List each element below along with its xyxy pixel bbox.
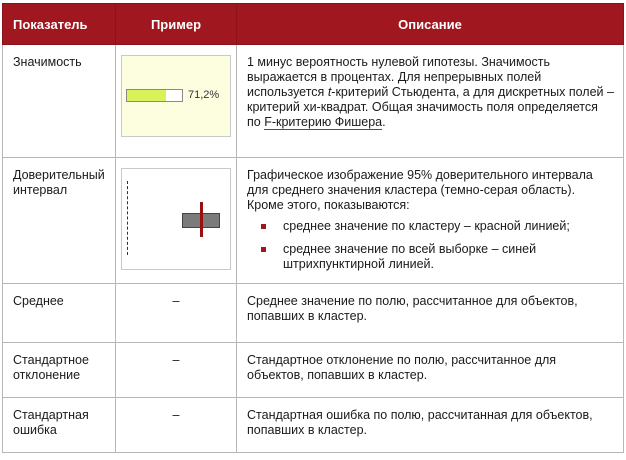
description-text: -критерий Стьюдента, а для дискретных полей – критерий хи-квадрат. Общая значимость поля определяется по <box>247 85 614 129</box>
f-test-link[interactable]: F-критерию Фишера <box>264 115 383 129</box>
significance-bar <box>126 89 183 102</box>
table-row-significance <box>3 45 624 158</box>
example-cell: – <box>116 284 237 343</box>
significance-example <box>121 55 231 137</box>
indicators-table <box>2 3 624 453</box>
description-cell: Стандартное отклонение по полю, рассчитанное для объектов, попавших в кластер. <box>237 343 624 398</box>
cluster-mean-red-line <box>200 202 203 237</box>
description-cell <box>237 158 624 284</box>
indicator-name: Среднее <box>3 284 116 343</box>
table-row-mean <box>3 284 624 343</box>
description-text: . <box>382 115 386 129</box>
table-row-confidence-interval <box>3 158 624 284</box>
indicator-name: Стандартная ошибка <box>3 398 116 453</box>
list-item: среднее значение по кластеру – красной линией; <box>247 219 615 234</box>
description-text: Графическое изображение 95% доверительного интервала для среднего значения кластера (темно-серая область). Кроме этого, показываются: <box>247 168 593 212</box>
list-item: среднее значение по всей выборке – синей штрихпунктирной линией. <box>247 242 615 272</box>
table-header-row <box>3 4 624 45</box>
indicator-name: Доверительный интервал <box>3 158 116 284</box>
example-cell: – <box>116 398 237 453</box>
description-cell: Среднее значение по полю, рассчитанное для объектов, попавших в кластер. <box>237 284 624 343</box>
indicator-name: Стандартное отклонение <box>3 343 116 398</box>
header-indicator: Показатель <box>3 4 116 45</box>
indicators-table-wrapper <box>2 3 623 453</box>
header-description: Описание <box>237 4 624 45</box>
bullet-list <box>247 219 615 272</box>
confidence-interval-example <box>121 168 231 270</box>
significance-value: 71,2% <box>188 89 220 101</box>
example-cell: – <box>116 343 237 398</box>
description-cell <box>237 45 624 158</box>
description-cell: Стандартная ошибка по полю, рассчитанная для объектов, попавших в кластер. <box>237 398 624 453</box>
example-cell <box>116 45 237 158</box>
significance-bar-fill <box>127 90 166 101</box>
header-example: Пример <box>116 4 237 45</box>
overall-mean-dashed-line <box>127 181 128 255</box>
indicator-name: Значимость <box>3 45 116 158</box>
example-cell <box>116 158 237 284</box>
table-row-std-error <box>3 398 624 453</box>
description-text: 1 минус вероятность нулевой гипотезы. Значимость выражается в процентах. Для непрерывных полей используется <box>247 55 551 99</box>
table-row-std-deviation <box>3 343 624 398</box>
t-letter: t <box>327 85 332 99</box>
